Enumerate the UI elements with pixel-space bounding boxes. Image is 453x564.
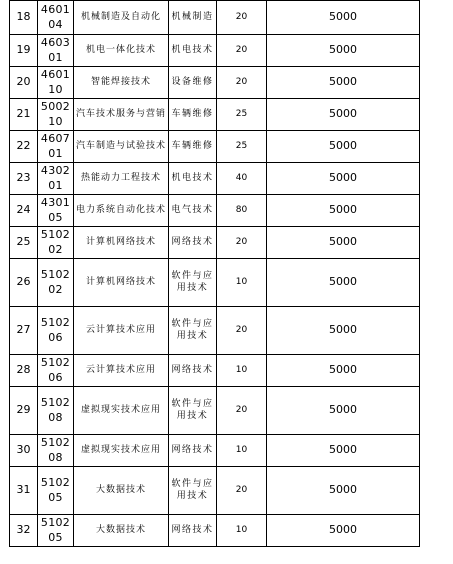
row-number-cell: 19: [10, 35, 38, 67]
row-number-cell: 28: [10, 355, 38, 387]
tuition-fee-cell: 5000: [267, 435, 420, 467]
major-name-cell: 汽车制造与试验技术: [74, 131, 169, 163]
major-name-cell: 虚拟现实技术应用: [74, 435, 169, 467]
plan-count-cell: 10: [217, 435, 267, 467]
tuition-fee-cell: 5000: [267, 355, 420, 387]
plan-count-cell: 20: [217, 35, 267, 67]
row-number-cell: 26: [10, 259, 38, 307]
major-name-cell: 电力系统自动化技术: [74, 195, 169, 227]
table-row: [10, 227, 420, 259]
tuition-fee-cell: 5000: [267, 307, 420, 355]
row-number-cell: 27: [10, 307, 38, 355]
plan-count-cell: 20: [217, 1, 267, 35]
category-cell: 软件与应用技术: [169, 387, 217, 435]
major-code-cell: 430201: [38, 163, 74, 195]
tuition-fee-cell: 5000: [267, 163, 420, 195]
plan-count-cell: 25: [217, 99, 267, 131]
category-cell: 网络技术: [169, 435, 217, 467]
major-code-cell: 460110: [38, 67, 74, 99]
table-row: [10, 1, 420, 35]
plan-count-cell: 10: [217, 515, 267, 547]
major-name-cell: 云计算技术应用: [74, 355, 169, 387]
table-row: [10, 259, 420, 307]
category-cell: 机电技术: [169, 35, 217, 67]
major-name-cell: 计算机网络技术: [74, 227, 169, 259]
category-cell: 软件与应用技术: [169, 259, 217, 307]
table-row: [10, 515, 420, 547]
row-number-cell: 20: [10, 67, 38, 99]
table-row: [10, 307, 420, 355]
row-number-cell: 32: [10, 515, 38, 547]
table-row: [10, 163, 420, 195]
table-row: [10, 355, 420, 387]
major-name-cell: 大数据技术: [74, 515, 169, 547]
table-body: [10, 1, 420, 547]
category-cell: 电气技术: [169, 195, 217, 227]
plan-count-cell: 20: [217, 387, 267, 435]
tuition-fee-cell: 5000: [267, 387, 420, 435]
table-row: [10, 387, 420, 435]
major-code-cell: 500210: [38, 99, 74, 131]
major-code-cell: 510202: [38, 227, 74, 259]
plan-count-cell: 20: [217, 67, 267, 99]
major-code-cell: 430105: [38, 195, 74, 227]
row-number-cell: 22: [10, 131, 38, 163]
major-name-cell: 热能动力工程技术: [74, 163, 169, 195]
plan-count-cell: 10: [217, 355, 267, 387]
table-row: [10, 99, 420, 131]
table-row: [10, 35, 420, 67]
table-row: [10, 131, 420, 163]
plan-count-cell: 20: [217, 467, 267, 515]
major-code-cell: 510208: [38, 387, 74, 435]
table-row: [10, 67, 420, 99]
plan-count-cell: 40: [217, 163, 267, 195]
plan-count-cell: 10: [217, 259, 267, 307]
category-cell: 网络技术: [169, 355, 217, 387]
tuition-fee-cell: 5000: [267, 131, 420, 163]
tuition-fee-cell: 5000: [267, 227, 420, 259]
category-cell: 设备维修: [169, 67, 217, 99]
major-code-cell: 510206: [38, 307, 74, 355]
row-number-cell: 21: [10, 99, 38, 131]
major-code-cell: 510208: [38, 435, 74, 467]
major-name-cell: 机电一体化技术: [74, 35, 169, 67]
row-number-cell: 30: [10, 435, 38, 467]
major-code-cell: 510206: [38, 355, 74, 387]
major-code-cell: 460301: [38, 35, 74, 67]
major-name-cell: 云计算技术应用: [74, 307, 169, 355]
row-number-cell: 29: [10, 387, 38, 435]
row-number-cell: 18: [10, 1, 38, 35]
tuition-fee-cell: 5000: [267, 195, 420, 227]
plan-count-cell: 20: [217, 307, 267, 355]
plan-count-cell: 20: [217, 227, 267, 259]
category-cell: 网络技术: [169, 227, 217, 259]
major-name-cell: 汽车技术服务与营销: [74, 99, 169, 131]
major-code-cell: 460701: [38, 131, 74, 163]
category-cell: 软件与应用技术: [169, 467, 217, 515]
tuition-fee-cell: 5000: [267, 515, 420, 547]
major-code-cell: 510205: [38, 515, 74, 547]
table-row: [10, 435, 420, 467]
row-number-cell: 25: [10, 227, 38, 259]
category-cell: 车辆维修: [169, 131, 217, 163]
table-row: [10, 467, 420, 515]
tuition-fee-cell: 5000: [267, 1, 420, 35]
major-name-cell: 虚拟现实技术应用: [74, 387, 169, 435]
category-cell: 网络技术: [169, 515, 217, 547]
category-cell: 机械制造: [169, 1, 217, 35]
category-cell: 车辆维修: [169, 99, 217, 131]
major-name-cell: 大数据技术: [74, 467, 169, 515]
row-number-cell: 23: [10, 163, 38, 195]
tuition-fee-cell: 5000: [267, 467, 420, 515]
plan-count-cell: 25: [217, 131, 267, 163]
row-number-cell: 24: [10, 195, 38, 227]
category-cell: 机电技术: [169, 163, 217, 195]
category-cell: 软件与应用技术: [169, 307, 217, 355]
tuition-fee-cell: 5000: [267, 35, 420, 67]
major-code-cell: 460104: [38, 1, 74, 35]
tuition-fee-cell: 5000: [267, 259, 420, 307]
major-name-cell: 计算机网络技术: [74, 259, 169, 307]
tuition-fee-cell: 5000: [267, 99, 420, 131]
major-code-cell: 510202: [38, 259, 74, 307]
major-name-cell: 机械制造及自动化: [74, 1, 169, 35]
major-code-cell: 510205: [38, 467, 74, 515]
plan-count-cell: 80: [217, 195, 267, 227]
row-number-cell: 31: [10, 467, 38, 515]
tuition-fee-cell: 5000: [267, 67, 420, 99]
table-row: [10, 195, 420, 227]
major-name-cell: 智能焊接技术: [74, 67, 169, 99]
enrollment-table: [9, 0, 420, 547]
